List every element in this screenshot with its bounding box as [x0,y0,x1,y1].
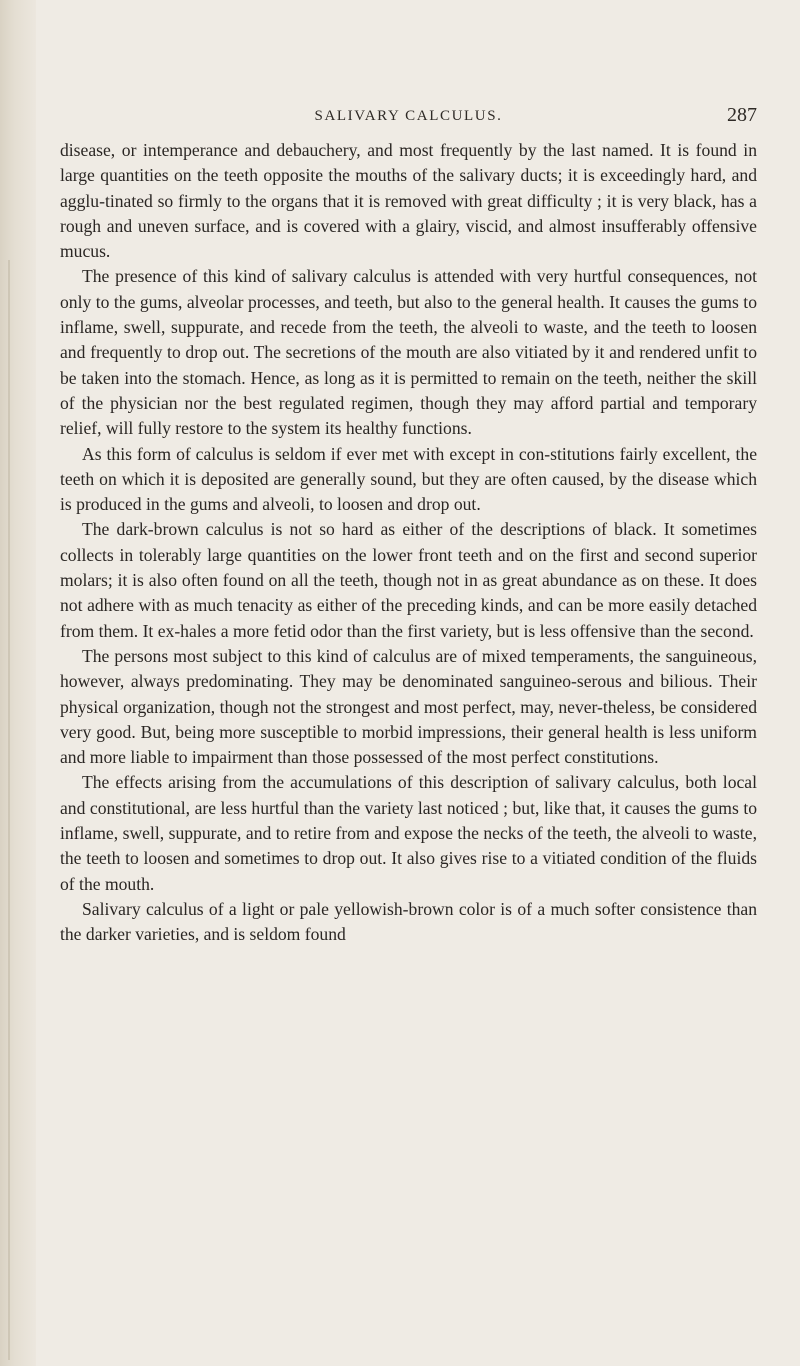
paragraph-2: The presence of this kind of salivary calculus is attended with very hurtful consequences, not only to the gums, alveolar processes, and teeth, but also to the general health. It causes the gums to inflame, swell, suppurate, and recede from the teeth, the alveoli to waste, and the teeth to loosen and frequently to drop out. The secretions of the mouth are also vitiated by it and rendered unfit to be taken into the stomach. Hence, as long as it is permitted to remain on the teeth, neither the skill of the physician nor the best regulated regimen, though they may afford partial and temporary relief, will fully restore to the system its healthy functions. [60,266,757,439]
page-header [60,104,757,134]
paragraph-3: As this form of calculus is seldom if ever met with except in con-stitutions fairly excellent, the teeth on which it is deposited are generally sound, but they are often caused, by the disease which is produced in the gums and alveoli, to loosen and drop out. [60,443,757,515]
paragraph-6: The effects arising from the accumulations of this description of salivary calculus, both local and constitutional, are less hurtful than the variety last noticed ; but, like that, it causes the gums to inflame, swell, suppurate, and to retire from and expose the necks of the teeth, the alveoli to waste, the teeth to loosen and sometimes to drop out. It also gives rise to a vitiated condition of the fluids of the mouth. [60,772,757,894]
paragraph-5: The persons most subject to this kind of calculus are of mixed temperaments, the sanguineous, however, always predominating. They may be denominated sanguineo-serous and bilious. Their physical organization, though not the strongest and most perfect, may, never-theless, be considered very good. But, being more susceptible to morbid impressions, their general health is less uniform and more liable to impairment than those possessed of the most perfect constitutions. [60,645,757,768]
page-number: 287 [727,104,757,126]
paragraph-7: Salivary calculus of a light or pale yellowish-brown color is of a much softer consistence than the darker varieties, and is seldom found [60,898,757,945]
body-text [60,138,757,948]
paragraph-1: disease, or intemperance and debauchery, and most frequently by the last named. It is found in large quantities on the teeth opposite the mouths of the salivary ducts; it is exceedingly hard, and agglu-tinated so firmly to the organs that it is removed with great difficulty ; it is very black, has a rough and uneven surface, and is covered with a glairy, viscid, and almost insufferably offensive mucus. [60,140,757,262]
running-title: SALIVARY CALCULUS. [314,108,503,124]
binding-edge [8,260,10,1360]
paragraph-4: The dark-brown calculus is not so hard as either of the descriptions of black. It sometimes collects in tolerably large quantities on the lower front teeth and on the first and second superior molars; it is also often found on all the teeth, though not in as great abundance as on these. It does not adhere with as much tenacity as either of the preceding kinds, and can be more easily detached from them. It ex-hales a more fetid odor than the first variety, but is less offensive than the second. [60,519,757,641]
page-gutter-shadow [0,0,36,1366]
